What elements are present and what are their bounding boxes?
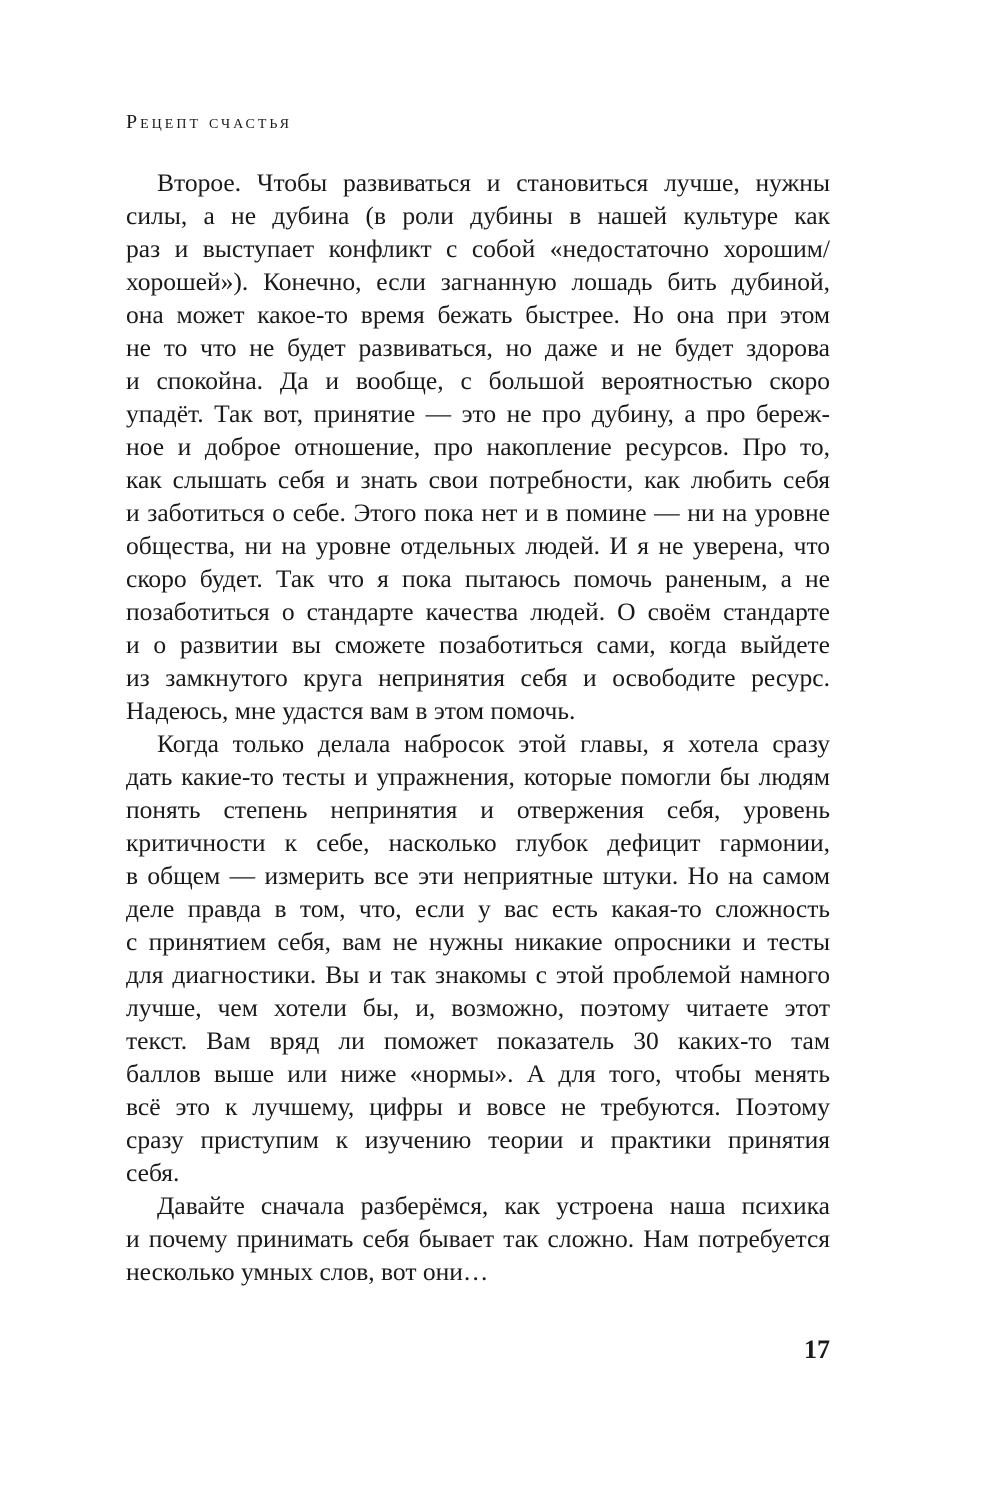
paragraph-3 bbox=[126, 1189, 830, 1288]
text-line: лучше, чем хотели бы, и, возможно, поэтому читаете этот bbox=[126, 993, 830, 1022]
text-line: сразу приступим к изучению теории и практики принятия bbox=[126, 1125, 830, 1154]
text-line: и заботиться о себе. Этого пока нет и в помине — ни на уровне bbox=[126, 498, 830, 527]
text-line: раз и выступает конфликт с собой «недостаточно хорошим/ bbox=[126, 234, 830, 263]
text-line: себя. bbox=[126, 1158, 180, 1187]
body-text bbox=[126, 166, 830, 1288]
running-head: Рецепт счастья bbox=[126, 111, 293, 133]
text-line: общества, ни на уровне отдельных людей. И я не уверена, что bbox=[126, 531, 830, 560]
text-line: текст. Вам вряд ли поможет показатель 30 каких-то там bbox=[126, 1026, 830, 1055]
text-line: не то что не будет развиваться, но даже и не будет здорова bbox=[126, 333, 830, 362]
text-line: хорошей»). Конечно, если загнанную лошадь бить дубиной, bbox=[126, 267, 830, 296]
text-line: в общем — измерить все эти неприятные штуки. Но на самом bbox=[126, 861, 830, 890]
text-line: дать какие-то тесты и упражнения, которые помогли бы людям bbox=[126, 762, 830, 791]
text-line: критичности к себе, насколько глубок дефицит гармонии, bbox=[126, 828, 830, 857]
text-line: Когда только делала набросок этой главы, я хотела сразу bbox=[157, 729, 830, 758]
text-line: она может какое-то время бежать быстрее. Но она при этом bbox=[126, 300, 830, 329]
text-line: скоро будет. Так что я пока пытаюсь помочь раненым, а не bbox=[126, 564, 830, 593]
text-line: баллов выше или ниже «нормы». А для того, чтобы менять bbox=[126, 1059, 830, 1088]
text-line: всё это к лучшему, цифры и вовсе не требуются. Поэтому bbox=[126, 1092, 830, 1121]
text-line: деле правда в том, что, если у вас есть какая-то сложность bbox=[126, 894, 830, 923]
text-line: силы, а не дубина (в роли дубины в нашей культуре как bbox=[126, 201, 830, 230]
paragraph-1 bbox=[126, 166, 830, 727]
text-line: и о развитии вы сможете позаботиться сами, когда выйдете bbox=[126, 630, 830, 659]
text-line: из замкнутого круга непринятия себя и освободите ресурс. bbox=[126, 663, 830, 692]
text-line: и спокойна. Да и вообще, с большой вероятностью скоро bbox=[126, 366, 830, 395]
text-line: Надеюсь, мне удастся вам в этом помочь. bbox=[126, 696, 576, 725]
text-line: упадёт. Так вот, принятие — это не про дубину, а про береж- bbox=[126, 399, 830, 428]
text-line: и почему принимать себя бывает так сложно. Нам потребуется bbox=[126, 1224, 830, 1253]
page-number: 17 bbox=[804, 1335, 830, 1364]
text-line: с принятием себя, вам не нужны никакие опросники и тесты bbox=[126, 927, 830, 956]
text-line: для диагностики. Вы и так знакомы с этой проблемой намного bbox=[126, 960, 830, 989]
text-line: понять степень непринятия и отвержения себя, уровень bbox=[126, 795, 830, 824]
text-line: позаботиться о стандарте качества людей. О своём стандарте bbox=[126, 597, 830, 626]
text-line: Давайте сначала разберёмся, как устроена наша психика bbox=[157, 1191, 830, 1220]
paragraph-2 bbox=[126, 727, 830, 1189]
text-line: Второе. Чтобы развиваться и становиться лучше, нужны bbox=[157, 168, 830, 197]
text-line: как слышать себя и знать свои потребности, как любить себя bbox=[126, 465, 830, 494]
text-line: несколько умных слов, вот они… bbox=[126, 1257, 489, 1286]
text-line: ное и доброе отношение, про накопление ресурсов. Про то, bbox=[126, 432, 830, 461]
